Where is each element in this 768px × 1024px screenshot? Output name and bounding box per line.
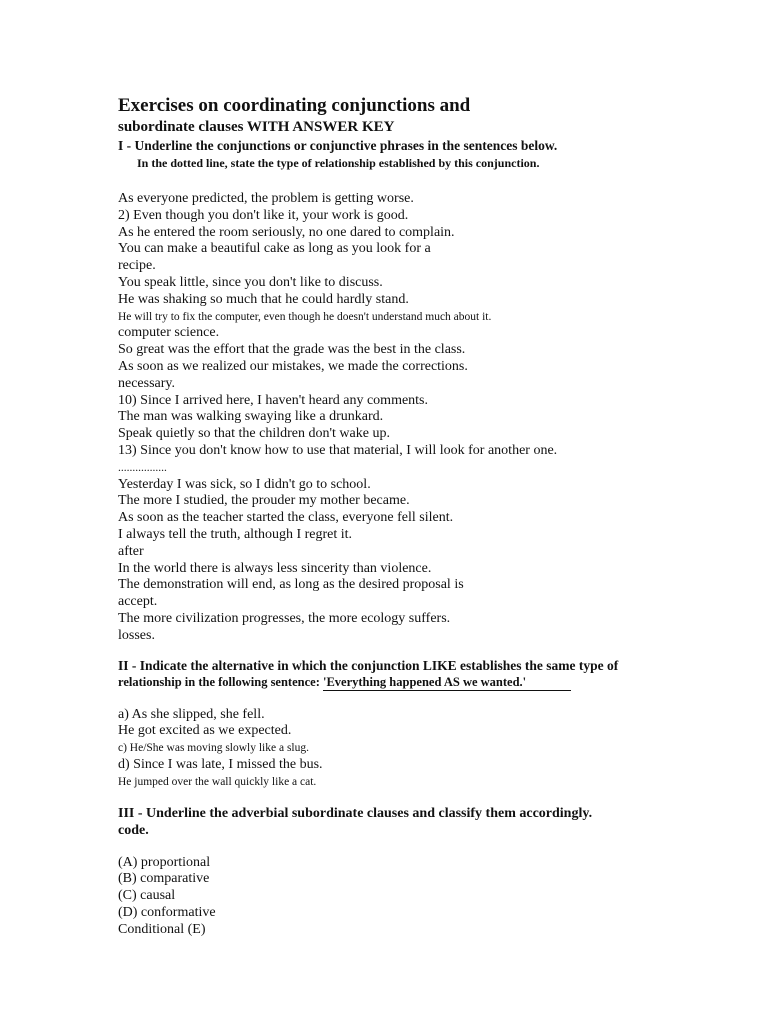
spacer — [118, 839, 718, 855]
sentence-line: As everyone predicted, the problem is getting worse. — [118, 191, 414, 206]
section-2-prompt-prefix: relationship in the following sentence: — [118, 674, 323, 689]
sentence-line: The demonstration will end, as long as the desired proposal is — [118, 577, 464, 593]
sentence-line: 2) Even though you don't like it, your work is good. — [118, 207, 409, 223]
sentence-line: after — [118, 543, 144, 559]
option-line: d) Since I was late, I missed the bus. — [118, 756, 323, 772]
section-2-heading: II - Indicate the alternative in which the conjunction LIKE establishes the same type of — [118, 657, 619, 673]
sentence-line: 10) Since I arrived here, I haven't heard any comments. — [118, 392, 429, 408]
sentence-line: He was shaking so much that he could hardly stand. — [118, 291, 409, 307]
document-page — [118, 94, 718, 938]
sentence-line: necessary. — [118, 375, 176, 391]
code-line: (D) conformative — [118, 904, 216, 920]
sentence-line: 13) Since you don't know how to use that material, I will look for another one. — [118, 442, 558, 458]
option-line: c) He/She was moving slowly like a slug. — [118, 742, 310, 755]
code-line: (B) comparative — [118, 871, 210, 887]
sentence-line: The more civilization progresses, the more ecology suffers. — [118, 610, 451, 626]
section-3-heading: III - Underline the adverbial subordinate clauses and classify them accordingly. — [118, 805, 593, 821]
document-title: Exercises on coordinating conjunctions and — [118, 95, 471, 116]
sentence-line: He will try to fix the computer, even though he doesn't understand much about it. — [118, 310, 492, 323]
sentence-line: As soon as the teacher started the class, everyone fell silent. — [118, 510, 454, 526]
sentence-line: The more I studied, the prouder my mother became. — [118, 493, 410, 509]
section-3-codes — [118, 855, 718, 939]
code-line: (A) proportional — [118, 854, 211, 870]
section-2-quoted-sentence: 'Everything happened AS we wanted.' — [323, 675, 571, 691]
code-line: Conditional (E) — [118, 921, 206, 937]
dotted-answer-line: ................. — [118, 461, 167, 474]
sentence-line: As he entered the room seriously, no one dared to complain. — [118, 224, 455, 240]
section-3-heading-continued: code. — [118, 822, 149, 838]
sentence-line: In the world there is always less sincerity than violence. — [118, 560, 432, 576]
document-subtitle: subordinate clauses WITH ANSWER KEY — [118, 119, 395, 135]
sentence-line: Yesterday I was sick, so I didn't go to school. — [118, 476, 371, 492]
section-2-options — [118, 707, 718, 791]
spacer — [118, 691, 718, 707]
option-line: He got excited as we expected. — [118, 723, 292, 739]
option-line: a) As she slipped, she fell. — [118, 706, 265, 722]
code-line: (C) causal — [118, 888, 176, 904]
sentence-line: You can make a beautiful cake as long as you look for a — [118, 241, 431, 257]
section-1-instruction: In the dotted line, state the type of relationship established by this conjunction. — [137, 156, 540, 170]
sentence-line: I always tell the truth, although I regret it. — [118, 526, 353, 542]
sentence-line: As soon as we realized our mistakes, we made the corrections. — [118, 358, 468, 374]
sentence-line: losses. — [118, 627, 155, 643]
section-1-heading: I - Underline the conjunctions or conjunctive phrases in the sentences below. — [118, 138, 558, 153]
section-2-prompt — [118, 674, 718, 691]
sentence-line: The man was walking swaying like a drunkard. — [118, 409, 384, 425]
sentence-line: Speak quietly so that the children don't wake up. — [118, 426, 390, 442]
sentence-line: recipe. — [118, 258, 156, 274]
sentence-line: You speak little, since you don't like to discuss. — [118, 274, 383, 290]
spacer — [118, 172, 718, 191]
spacer — [118, 645, 718, 657]
sentence-line: So great was the effort that the grade was the best in the class. — [118, 342, 466, 358]
section-1-sentences — [118, 191, 718, 645]
option-line: He jumped over the wall quickly like a cat. — [118, 775, 317, 788]
spacer — [118, 791, 718, 805]
sentence-line: accept. — [118, 594, 158, 610]
sentence-line: computer science. — [118, 325, 220, 341]
